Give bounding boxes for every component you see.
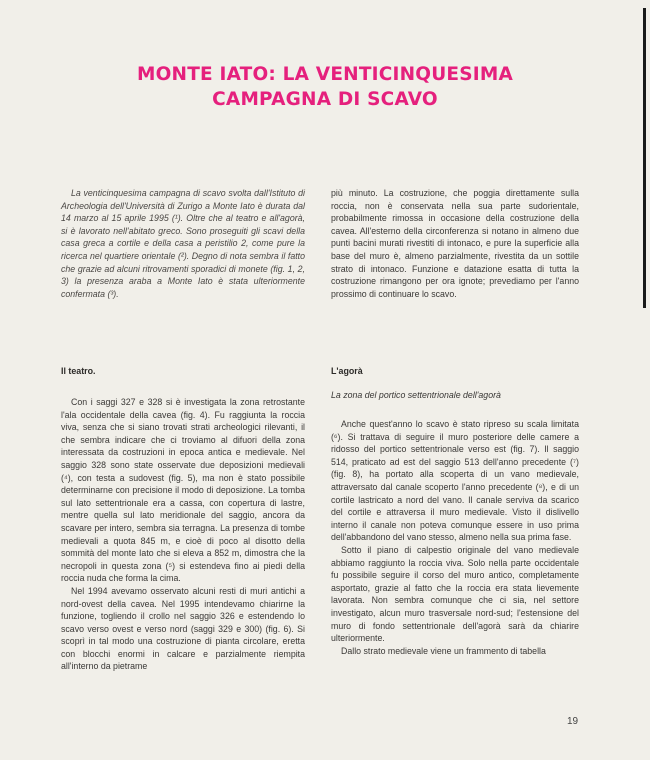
agora-paragraph-1: Anche quest'anno lo scavo è stato ripreso su scala limitata (⁶). Si trattava di seguire il muro posteriore delle camere a ridosso del portico settentrionale verso est (fig. 7). Il saggio 514, praticato ad est del saggio 513 dell'anno precedente (⁷) (fig. 8), ha portato alla scoperta di un vano medievale, attraversato dal canale scoperto l'anno precedente (⁸), e di un cortile lastricato a nord del vano. Il canale serviva da scarico del cortile e attraversa il muro medievale. Visto il dislivello interno il canale non poteva comunque essere in uso prima dell'abbandono del vano stesso, almeno nella sua prima fase. — [331, 419, 579, 543]
section-heading-theatre: Il teatro. — [61, 366, 96, 376]
page-number: 19 — [567, 716, 579, 727]
intro-paragraph: La venticinquesima campagna di scavo svolta dall'Istituto di Archeologia dell'Università di Zurigo a Monte Iato è durata dal 14 marzo al 15 aprile 1995 (¹). Oltre che al teatro e all'agorà, si è lavorato nell'abitato greco. Sono proseguiti gli scavi della casa greca a cortile e della casa a peristilio 2, come pure la ricerca nel quartiere orientale (²). Degno di nota sembra il fatto che grazie ad alcuni ritrovamenti sporadici di monete (fig. 1, 2, 3) la presenza araba a Monte Iato è stata ulteriormente confermata (³). — [61, 188, 305, 299]
theatre-section — [61, 366, 305, 673]
agora-section — [331, 366, 579, 657]
subheading-portico: La zona del portico settentrionale dell'agorà — [331, 390, 501, 400]
agora-paragraph-2: Sotto il piano di calpestio originale del vano medievale abbiamo raggiunto la roccia viva. Solo nella parte occidentale fu possibile seguire il corso del muro antico, completamente asportato, grazie al fatto che la roccia era stata lievemente lavorata. Non sembra comunque che ci sia, nel settore investigato, alcun muro trasversale nord-sud; l'estensione del muro di fondo settentrionale dell'agorà sarà da chiarire ulteriormente. — [331, 544, 579, 644]
theatre-paragraph-1: Con i saggi 327 e 328 si è investigata la zona retrostante l'ala occidentale della cavea (fig. 4). Fu raggiunta la roccia viva, senza che si siano trovati strati archeologici rilevanti, il che sembra indicare che ci troviamo al difuori della zona interessata da costruzioni in epoca antica e medievale. Nel saggio 328 sono state osservate due deposizioni medievali (⁴), con testa a sudovest (fig. 5), ma non è stato possibile determinarne con precisione il modo di deposizione. La tomba sul lato settentrionale era a cassa, con copertura di lastre, mentre quella sul lato meridionale del saggio, ancora da scavare per intero, sembra sia terragna. La presenza di tombe medievali a quota 845 m, e cioè di poco al disotto della sommità del monte Iato che si eleva a 852 m, dimostra che la necropoli in questa zona (⁵) si estendeva fino ai piedi della roccia nuda che forma la cima. — [61, 397, 305, 584]
theatre-paragraph-2: Nel 1994 avevamo osservato alcuni resti di muri antichi a nord-ovest della cavea. Nel 1995 intendevamo chiarirne la funzione, togliendo il crollo nel saggio 326 e estendendo lo scavo verso ovest e verso nord (saggi 329 e 300) (fig. 6). Si scoprì in tal modo una costruzione di pianta circolare, eretta con blocchi enormi in calcare e parzialmente riempita all'interno da pietrame — [61, 585, 305, 672]
page-edge-bar — [643, 8, 646, 308]
title-line-2: CAMPAGNA DI SCAVO — [212, 89, 438, 110]
section-heading-agora: L'agorà — [331, 366, 363, 376]
article-title — [60, 62, 590, 112]
agora-paragraph-3: Dallo strato medievale viene un frammento di tabella — [341, 645, 546, 656]
right-top-paragraph: più minuto. La costruzione, che poggia direttamente sulla roccia, non è conservata nella sua parte sudorientale, probabilmente rimossa in occasione della costruzione della cavea. All'esterno della circonferenza si notano in almeno due punti bacini murati rivestiti di intonaco, e pure la superficie alla base del muro è, almeno parzialmente, rivestita da un sottile strato di intonaco. Funzione e datazione esatta di tutta la costruzione rimangono per ora ignote; prevediamo per l'anno prossimo di continuare lo scavo. — [331, 188, 579, 299]
title-line-1: MONTE IATO: LA VENTICINQUESIMA — [136, 64, 514, 85]
right-top-block — [331, 187, 579, 300]
intro-block — [61, 187, 305, 300]
